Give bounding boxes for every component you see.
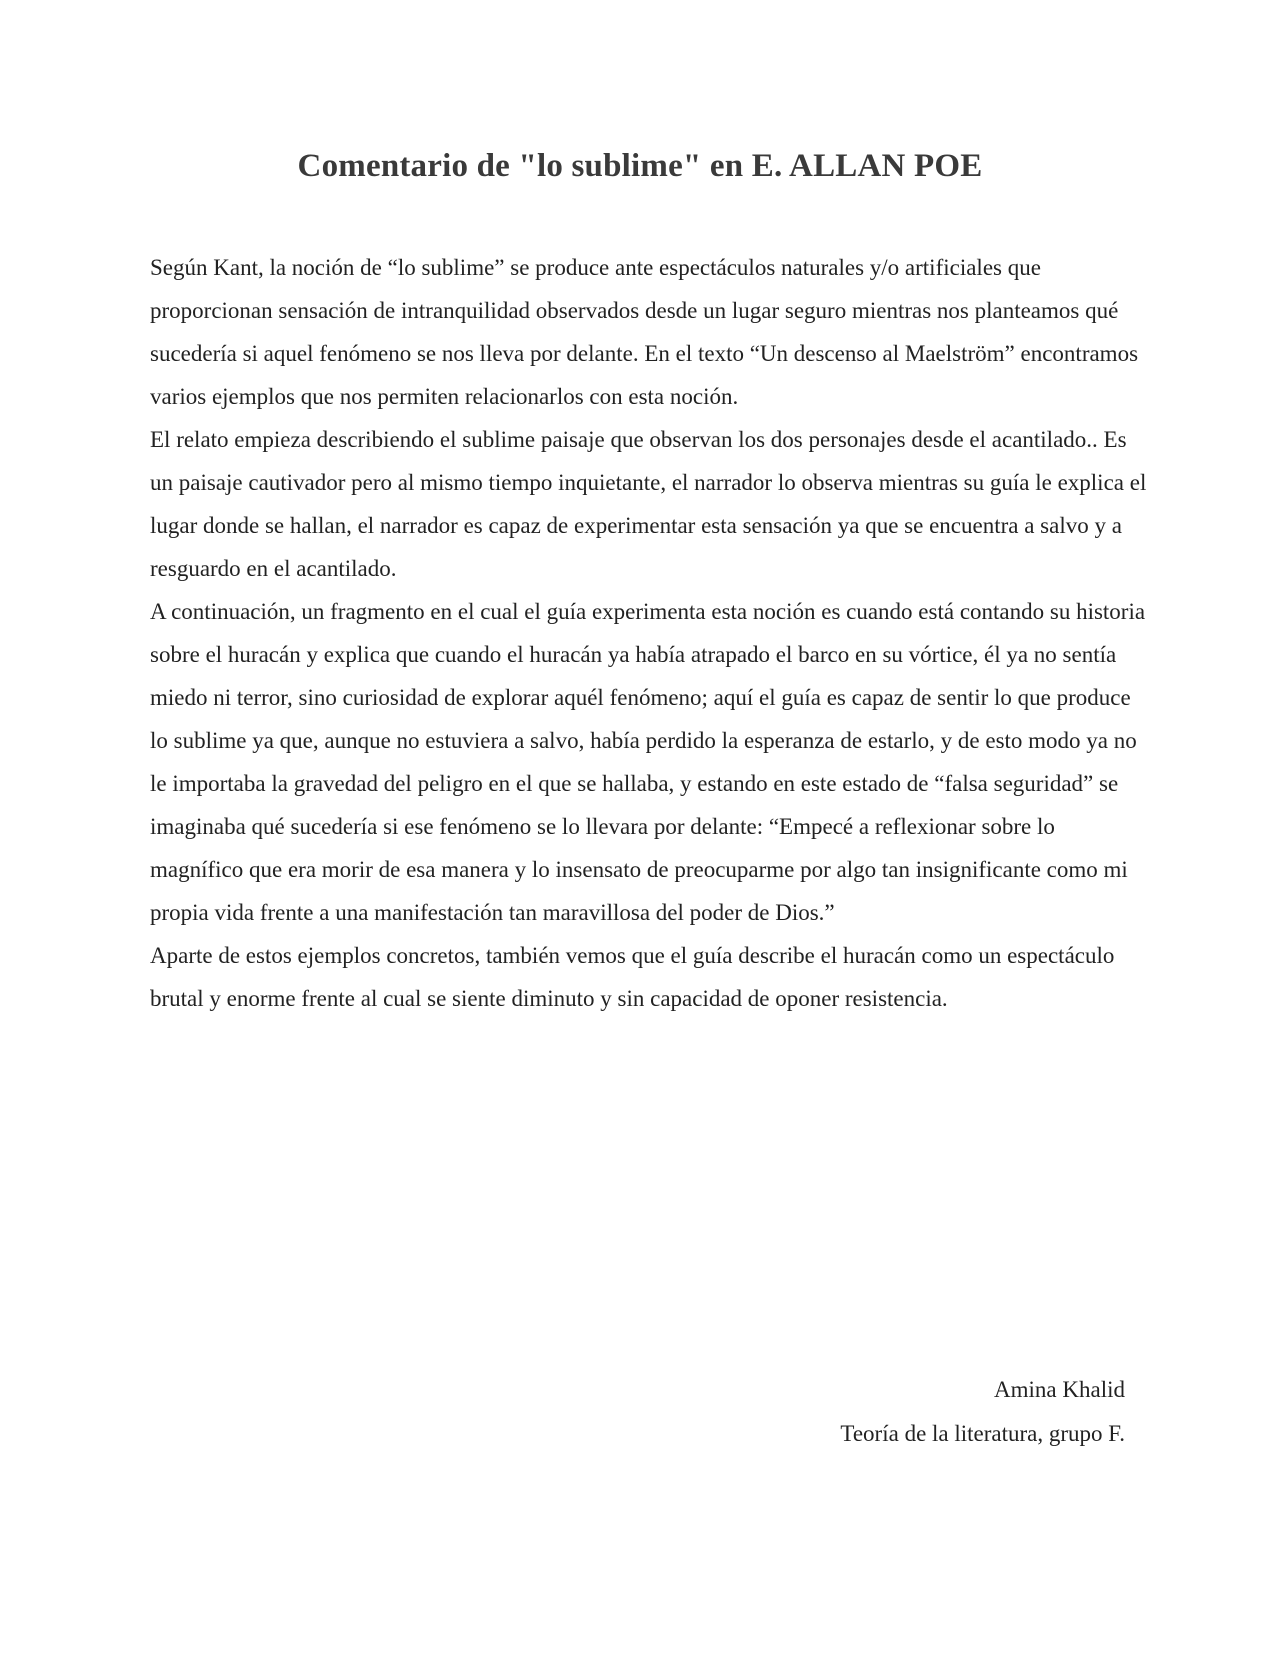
course-name: Teoría de la literatura, grupo F. (840, 1421, 1125, 1446)
paragraph-intro: Según Kant, la noción de “lo sublime” se produce ante espectáculos naturales y/o artificiales que proporcionan sensación de intranquilidad observados desde un lugar seguro mientras nos planteamos qué sucedería si aquel fenómeno se nos lleva por delante. En el texto “Un descenso al Maelström” encontramos varios ejemplos que nos permiten relacionarlos con esta noción. (150, 255, 1139, 409)
paragraph-hurricane: A continuación, un fragmento en el cual el guía experimenta esta noción es cuando está contando su historia sobre el huracán y explica que cuando el huracán ya había atrapado el barco en su vórtice, él ya no sentía miedo ni terror, sino curiosidad de explorar aquél fenómeno; aquí el guía es capaz de sentir lo que produce lo sublime ya que, aunque no estuviera a salvo, había perdido la esperanza de estarlo, y de esto modo ya no le importaba la gravedad del peligro en el que se hallaba, y estando en este estado de “falsa seguridad” se imaginaba qué sucedería si ese fenómeno se lo llevara por delante: “Empecé a reflexionar sobre lo magnífico que era morir de esa manera y lo insensato de preocuparme por algo tan insignificante como mi propia vida frente a una manifestación tan maravillosa del poder de Dios.” (150, 599, 1146, 925)
document-title: Comentario de "lo sublime" en E. ALLAN POE (297, 148, 983, 184)
author-name: Amina Khalid (994, 1377, 1125, 1402)
signature-block (840, 1368, 1125, 1456)
paragraph-landscape: El relato empieza describiendo el sublime paisaje que observan los dos personajes desde el acantilado.. Es un paisaje cautivador pero al mismo tiempo inquietante, el narrador lo observa mientras su guía le explica el lugar donde se hallan, el narrador es capaz de experimentar esta sensación ya que se encuentra a salvo y a resguardo en el acantilado. (150, 427, 1147, 581)
document-body (150, 246, 1150, 1020)
paragraph-conclusion: Aparte de estos ejemplos concretos, también vemos que el guía describe el huracán como un espectáculo brutal y enorme frente al cual se siente diminuto y sin capacidad de oponer resistencia. (150, 943, 1115, 1011)
